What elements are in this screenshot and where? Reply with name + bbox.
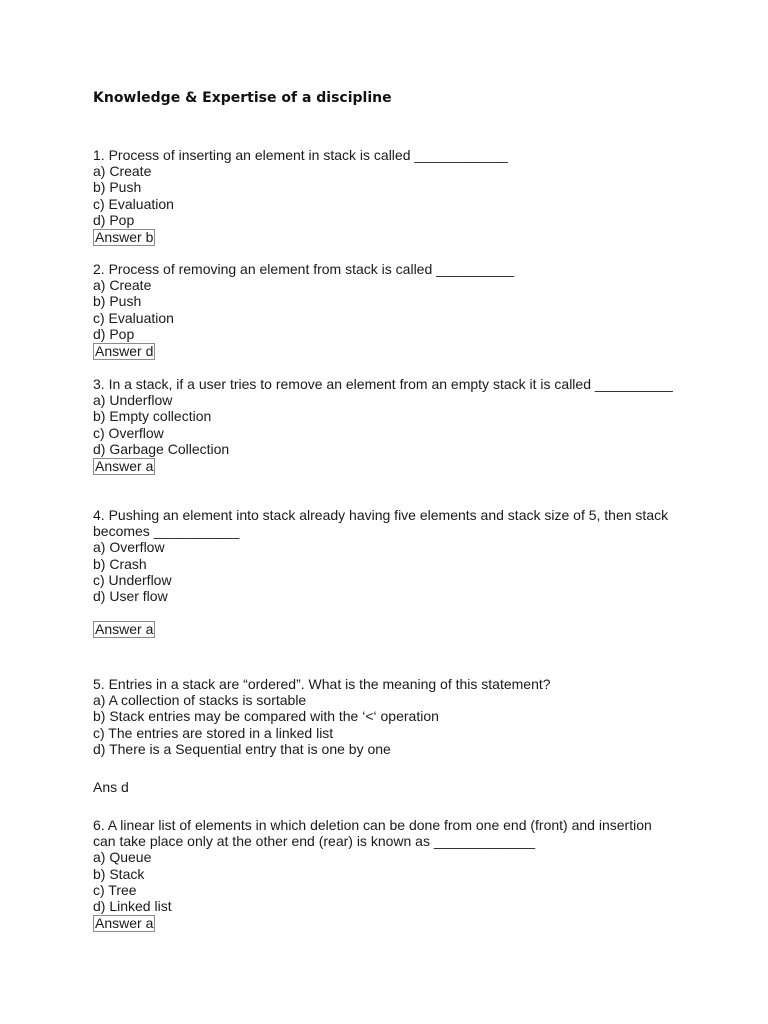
option: c) Tree — [93, 881, 137, 898]
option: a) Underflow — [93, 392, 173, 409]
option: b) Stack entries may be compared with the ‘<‘ operation — [93, 708, 439, 725]
option: c) Evaluation — [93, 309, 174, 326]
option: b) Push — [93, 293, 142, 310]
option: c) Overflow — [93, 424, 164, 441]
option: a) A collection of stacks is sortable — [93, 692, 307, 709]
question-3 — [93, 376, 678, 475]
option: d) Pop — [93, 325, 135, 342]
question-stem: 2. Process of removing an element from stack is called __________ — [93, 261, 515, 277]
answer-text: Ans d — [93, 779, 129, 795]
option: d) User flow — [93, 588, 168, 605]
question-stem: 5. Entries in a stack are “ordered”. What is the meaning of this statement? — [93, 676, 551, 692]
question-4 — [93, 507, 678, 638]
question-stem: 1. Process of inserting an element in stack is called ____________ — [93, 147, 508, 163]
question-stem: 3. In a stack, if a user tries to remove an element from an empty stack it is called __________ — [93, 376, 673, 392]
option: a) Queue — [93, 849, 152, 866]
option: c) Evaluation — [93, 195, 174, 212]
option: b) Empty collection — [93, 408, 212, 425]
option: a) Create — [93, 163, 152, 180]
question-5 — [93, 676, 678, 757]
question-stem: 4. Pushing an element into stack already having five elements and stack size of 5, then stack becomes ___________ — [93, 507, 669, 540]
option: b) Stack — [93, 865, 145, 882]
answer-box: Answer a — [95, 458, 154, 475]
option: a) Overflow — [93, 539, 165, 556]
option: c) The entries are stored in a linked list — [93, 724, 334, 741]
option: d) Linked list — [93, 898, 172, 915]
option: d) Garbage Collection — [93, 440, 230, 457]
question-2 — [93, 261, 678, 360]
answer-box: Answer d — [95, 343, 154, 360]
option: c) Underflow — [93, 571, 172, 588]
option: a) Create — [93, 277, 152, 294]
question-1 — [93, 147, 678, 246]
answer-box: Answer a — [95, 915, 154, 932]
document-title: Knowledge & Expertise of a discipline — [93, 90, 392, 106]
option: d) Pop — [93, 211, 135, 228]
answer-box: Answer a — [95, 621, 154, 638]
option: b) Crash — [93, 555, 147, 572]
question-6 — [93, 817, 678, 932]
answer-box: Answer b — [95, 229, 154, 246]
question-stem: 6. A linear list of elements in which deletion can be done from one end (front) and insertion can take place only at the other end (rear) is known as _____________ — [93, 817, 652, 850]
option: d) There is a Sequential entry that is one by one — [93, 740, 391, 757]
option: b) Push — [93, 179, 142, 196]
